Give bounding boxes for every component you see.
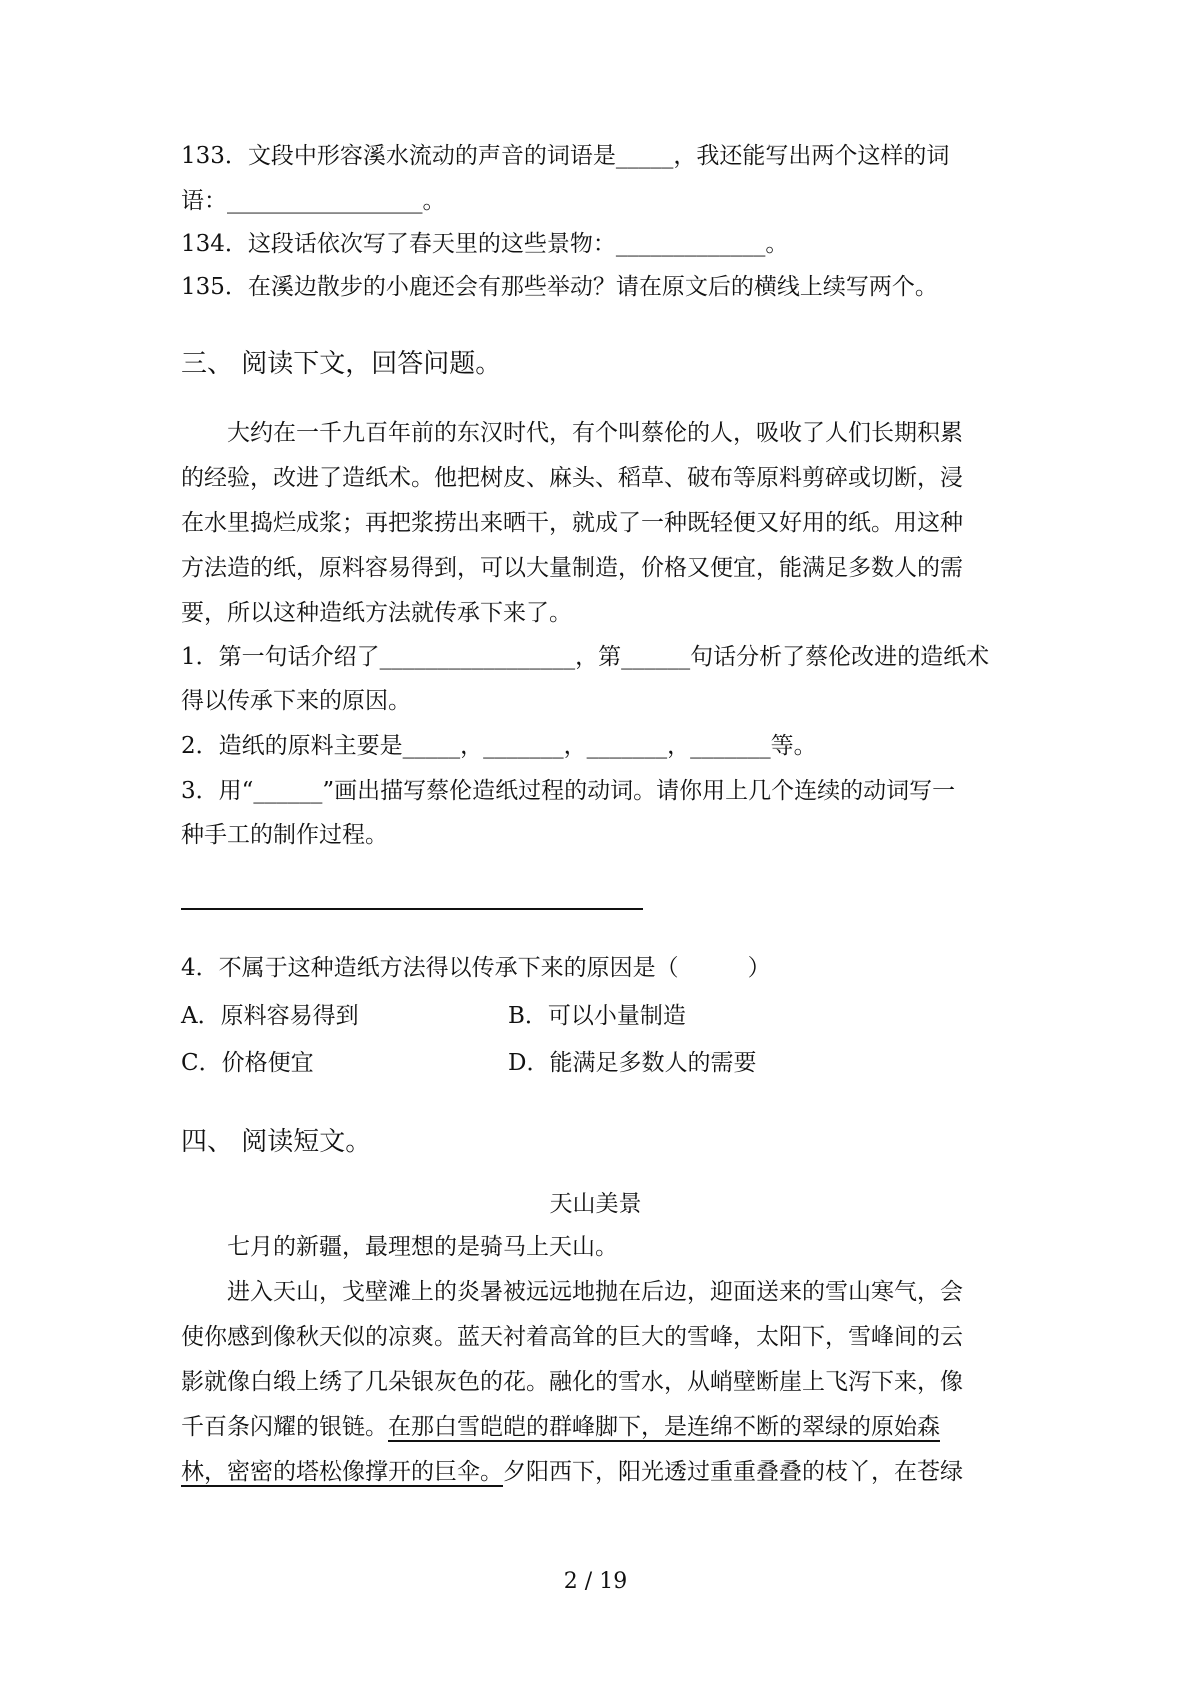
section4-heading: 四、 阅读短文。 <box>181 1127 372 1157</box>
option-c[interactable]: C．价格便宜 <box>181 1050 314 1076</box>
underlined-sentence: 在那白雪皑皑的群峰脚下，是连绵不断的翠绿的原始森 <box>388 1414 940 1440</box>
s3-q2-text: 2．造纸的原料主要是_____，_______，_______，_______等。 <box>181 733 817 759</box>
page-number: 2 / 19 <box>563 1569 628 1594</box>
q133-line2: 语：_________________。 <box>181 188 446 214</box>
q133-line1: 133．文段中形容溪水流动的声音的词语是_____，我还能写出两个这样的词 <box>181 143 950 169</box>
s3-q3-line2: 种手工的制作过程。 <box>181 822 388 848</box>
passage-line: 大约在一千九百年前的东汉时代，有个叫蔡伦的人，吸收了人们长期积累 <box>181 420 963 446</box>
s4-p2-line: 进入天山，戈壁滩上的炎暑被远远地抛在后边，迎面送来的雪山寒气，会 <box>181 1279 963 1305</box>
plain-text: 千百条闪耀的银链。 <box>181 1414 388 1440</box>
s4-p2-line4 <box>181 1412 940 1442</box>
passage-title: 天山美景 <box>549 1191 642 1217</box>
q134-text: 134．这段话依次写了春天里的这些景物：_____________。 <box>181 231 789 257</box>
underlined-sentence: 林，密密的塔松像撑开的巨伞。 <box>181 1459 503 1485</box>
option-a[interactable]: A．原料容易得到 <box>181 1003 359 1029</box>
s4-p2-line: 影就像白缎上绣了几朵银灰色的花。融化的雪水，从峭壁断崖上飞泻下来，像 <box>181 1369 963 1395</box>
section3-heading: 三、 阅读下文，回答问题。 <box>181 349 502 379</box>
passage-line: 在水里捣烂成浆；再把浆捞出来晒干，就成了一种既轻便又好用的纸。用这种 <box>181 510 963 536</box>
q135-text: 135．在溪边散步的小鹿还会有那些举动？请在原文后的横线上续写两个。 <box>181 274 938 300</box>
passage-line: 的经验，改进了造纸术。他把树皮、麻头、稻草、破布等原料剪碎或切断，浸 <box>181 465 963 491</box>
s3-q4-stem: 4．不属于这种造纸方法得以传承下来的原因是（ ） <box>181 955 771 981</box>
plain-text: 夕阳西下，阳光透过重重叠叠的枝丫，在苍绿 <box>503 1459 963 1485</box>
s4-p2-line: 使你感到像秋天似的凉爽。蓝天衬着高耸的巨大的雪峰，太阳下，雪峰间的云 <box>181 1324 963 1350</box>
s3-q3-line1: 3．用“______”画出描写蔡伦造纸过程的动词。请你用上几个连续的动词写一 <box>181 778 956 804</box>
s4-p1: 七月的新疆，最理想的是骑马上天山。 <box>181 1234 618 1260</box>
passage-line: 要，所以这种造纸方法就传承下来了。 <box>181 600 572 626</box>
s4-p2-line5 <box>181 1457 963 1487</box>
option-d[interactable]: D．能满足多数人的需要 <box>508 1050 757 1076</box>
s3-q1-line2: 得以传承下来的原因。 <box>181 688 411 714</box>
option-b[interactable]: B．可以小量制造 <box>508 1003 686 1029</box>
s3-q1-line1: 1．第一句话介绍了_________________，第______句话分析了蔡伦改进的造纸术 <box>181 644 990 670</box>
passage-line: 方法造的纸，原料容易得到，可以大量制造，价格又便宜，能满足多数人的需 <box>181 555 963 581</box>
answer-line[interactable] <box>181 908 643 910</box>
